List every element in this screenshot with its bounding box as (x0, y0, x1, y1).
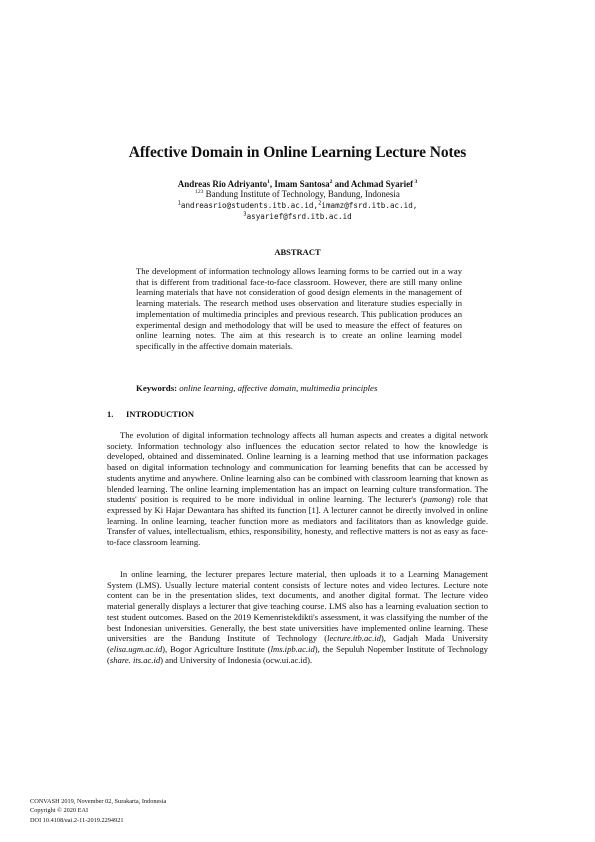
text-run: ), Gadjah Mada University ( (107, 633, 488, 654)
email-mark: 3 (243, 211, 247, 218)
italic-url: lms.ipb.ac.id (270, 643, 315, 654)
text-run: In online learning, the lecturer prepares lecture material, then uploads it to a Learning Management System (LMS). Usually lecture material content consists of lecture notes and video lectures. Lecture note content can be in the presentation slides, text documents, and another digital format. The lecture video material generally displays a lecturer that give teaching course. LMS also has a learning evaluation section to test student outcomes. Based on the 2019 Kemenristekdikti's assessment, it was classifying the number of the best Indonesian universities. Generally, the best state universities have implemented online learning. These universities are the Bandung Institute of Technology ( (107, 569, 488, 644)
footer-doi: DOI 10.4108/eai.2-11-2019.2294921 (30, 816, 124, 824)
paper-title: Affective Domain in Online Learning Lecture Notes (128, 144, 467, 161)
section-heading (107, 409, 487, 419)
footer-conference: CONVASH 2019, November 02, Surakarta, Indonesia (30, 798, 167, 805)
email-line (60, 212, 535, 221)
author-separator: , (269, 179, 275, 189)
author-affiliation-mark: 3 (413, 179, 418, 185)
author-list (60, 179, 535, 189)
email-address[interactable]: andreasrio@students.itb.ac.id, (180, 201, 319, 210)
email-mark: 2 (318, 200, 322, 207)
affiliation (60, 189, 535, 199)
paragraph-text (107, 430, 488, 548)
text-run: ) and University of Indonesia (ocw.ui.ac.id). (160, 654, 313, 665)
abstract-heading: ABSTRACT (274, 247, 321, 257)
email-address[interactable]: asyarief@fsrd.itb.ac.id (246, 212, 352, 221)
italic-url: lecture.itb.ac.id (327, 633, 381, 644)
section-title: INTRODUCTION (126, 409, 195, 419)
author-name: Achmad Syarief (350, 179, 414, 189)
author-name: Andreas Rio Adriyanto (177, 179, 268, 189)
section-number: 1. (107, 409, 114, 419)
italic-term: pamong (423, 494, 451, 505)
author-affiliation-mark: 2 (329, 179, 333, 185)
keywords-list: online learning, affective domain, multimedia principles (177, 383, 378, 393)
text-run: ), the Sepuluh Nopember Institute of Technology ( (107, 643, 488, 665)
author-name: Imam Santosa (274, 179, 330, 189)
affiliation-text: Bandung Institute of Technology, Bandung, Indonesia (203, 189, 400, 199)
text-run: ) role that expressed by Ki Hajar Dewantara has shifted its function [1]. A lecturer cannot be directly involved in online learning. In online learning, teacher function more as mediators and facilitators than as knowledge guide. Transfer of values, intellectualism, ethics, responsibility, honesty, and reflective matters is not as easy as face-to-face classroom learning. (107, 494, 489, 548)
italic-url: elisa.ugm.ac.id (109, 643, 163, 654)
paragraph (107, 430, 488, 548)
footer (30, 797, 166, 825)
email-mark: 1 (177, 200, 181, 207)
italic-url: share. its.ac.id (109, 654, 161, 665)
author-affiliation-mark: 1 (267, 179, 270, 185)
email-address[interactable]: imamz@fsrd.itb.ac.id, (321, 201, 418, 210)
author-separator: and (332, 179, 351, 189)
text-run: The evolution of digital information technology affects all human aspects and creates a digital network society. Information technology also influences the education sector related to how the knowledge is developed, obtained and disseminated. Online learning is a learning method that use information packages based on digital information technology and communication for learning benefits that can be accessed by students anytime and anywhere. Online learning also can be combined with classroom learning that known as blended learning. The online learning implementation has an impact on learning culture transformation. The students' position is required to be more individual in online learning. The lecturer's ( (107, 430, 488, 505)
paragraph-text (107, 569, 488, 665)
abstract-text: The development of information technology allows learning forms to be carried out in a way that is different from traditional face-to-face classroom. However, there are still many online learning materials that have not consideration of good design elements in the management of learning materials. The research method uses observation and literature studies especially in implementation of multimedia principles and previous research. This publication produces an experimental design and methodology that will be used to measure the effect of features on online learning notes. The aim at this research is to create an online learning model specifically in the affective domain materials. (136, 266, 462, 351)
footer-copyright: Copyright © 2020 EAI (30, 807, 89, 815)
paragraph (107, 569, 488, 665)
keywords (136, 383, 466, 393)
email-line (60, 201, 535, 210)
affiliation-mark: 123 (195, 189, 204, 195)
keywords-label: Keywords: (136, 383, 178, 393)
text-run: ), Bogor Agriculture Institute ( (162, 643, 271, 654)
